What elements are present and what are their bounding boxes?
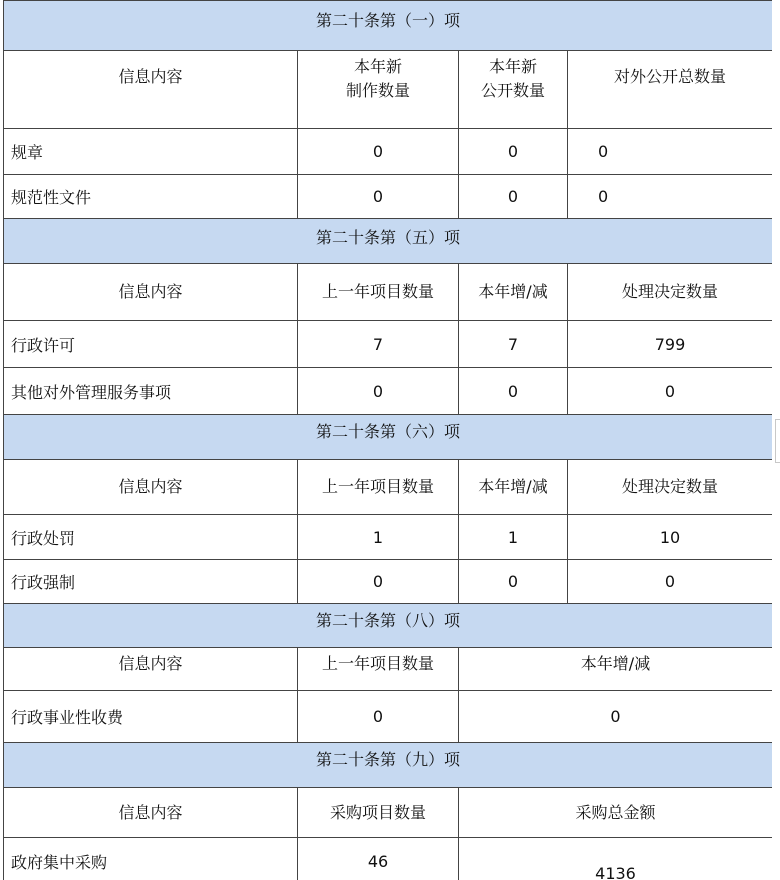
- table-row: [4, 838, 773, 880]
- cell-value: 0: [298, 368, 459, 415]
- row-label: 行政处罚: [4, 515, 298, 560]
- table-row: [4, 175, 773, 219]
- section-header-row: [4, 219, 773, 264]
- cell-value: 0: [459, 175, 568, 219]
- section-header-row: [4, 415, 773, 460]
- section-title: 第二十条第（八）项: [4, 604, 773, 648]
- row-label: 行政强制: [4, 560, 298, 604]
- header-purchase-total: 采购总金额: [459, 788, 773, 838]
- section-header-row: [4, 1, 773, 51]
- row-label: 规章: [4, 129, 298, 175]
- header-year-change: 本年增/减: [459, 264, 568, 321]
- cell-value: 0: [459, 691, 773, 743]
- header-year-change: 本年增/减: [459, 460, 568, 515]
- column-header-row: [4, 51, 773, 129]
- cell-value: 0: [568, 560, 773, 604]
- disclosure-table: [3, 0, 772, 880]
- cell-value: 0: [298, 560, 459, 604]
- header-info-content: 信息内容: [4, 788, 298, 838]
- table-row: [4, 691, 773, 743]
- section-title: 第二十条第（九）项: [4, 743, 773, 788]
- column-header-row: [4, 264, 773, 321]
- cell-value: 7: [459, 321, 568, 368]
- header-decision-count: 处理决定数量: [568, 264, 773, 321]
- cell-value: 0: [298, 691, 459, 743]
- header-info-content: 信息内容: [4, 264, 298, 321]
- cell-value: 4136: [459, 838, 773, 880]
- section-header-row: [4, 604, 773, 648]
- row-label: 行政事业性收费: [4, 691, 298, 743]
- cell-value: 0: [298, 175, 459, 219]
- section-header-row: [4, 743, 773, 788]
- header-purchase-count: 采购项目数量: [298, 788, 459, 838]
- row-label: 规范性文件: [4, 175, 298, 219]
- cell-value: 799: [568, 321, 773, 368]
- row-label: 行政许可: [4, 321, 298, 368]
- cell-value: 0: [459, 560, 568, 604]
- section-title: 第二十条第（五）项: [4, 219, 773, 264]
- header-prev-year-count: 上一年项目数量: [298, 648, 459, 691]
- header-decision-count: 处理决定数量: [568, 460, 773, 515]
- section-title: 第二十条第（一）项: [4, 1, 773, 51]
- section-title: 第二十条第（六）项: [4, 415, 773, 460]
- cell-value: 7: [298, 321, 459, 368]
- header-info-content: 信息内容: [4, 51, 298, 129]
- background-edge-artifact: [775, 419, 780, 463]
- cell-value: 10: [568, 515, 773, 560]
- header-prev-year-count: 上一年项目数量: [298, 460, 459, 515]
- header-total-published: 对外公开总数量: [568, 51, 773, 129]
- cell-value: 0: [568, 129, 773, 175]
- header-year-change: 本年增/减: [459, 648, 773, 691]
- cell-value: 46: [298, 838, 459, 880]
- cell-value: 1: [298, 515, 459, 560]
- column-header-row: [4, 788, 773, 838]
- header-info-content: 信息内容: [4, 460, 298, 515]
- cell-value: 0: [568, 175, 773, 219]
- cell-value: 1: [459, 515, 568, 560]
- table-row: [4, 129, 773, 175]
- row-label: 其他对外管理服务事项: [4, 368, 298, 415]
- header-prev-year-count: 上一年项目数量: [298, 264, 459, 321]
- column-header-row: [4, 460, 773, 515]
- table-row: [4, 560, 773, 604]
- row-label: 政府集中采购: [4, 838, 298, 880]
- disclosure-table-frame: [3, 0, 772, 880]
- cell-value: 0: [459, 129, 568, 175]
- cell-value: 0: [298, 129, 459, 175]
- table-row: [4, 321, 773, 368]
- column-header-row: [4, 648, 773, 691]
- header-info-content: 信息内容: [4, 648, 298, 691]
- cell-value: 0: [459, 368, 568, 415]
- header-new-produced: 本年新 制作数量: [298, 51, 459, 129]
- table-row: [4, 515, 773, 560]
- header-new-published: 本年新 公开数量: [459, 51, 568, 129]
- cell-value: 0: [568, 368, 773, 415]
- table-row: [4, 368, 773, 415]
